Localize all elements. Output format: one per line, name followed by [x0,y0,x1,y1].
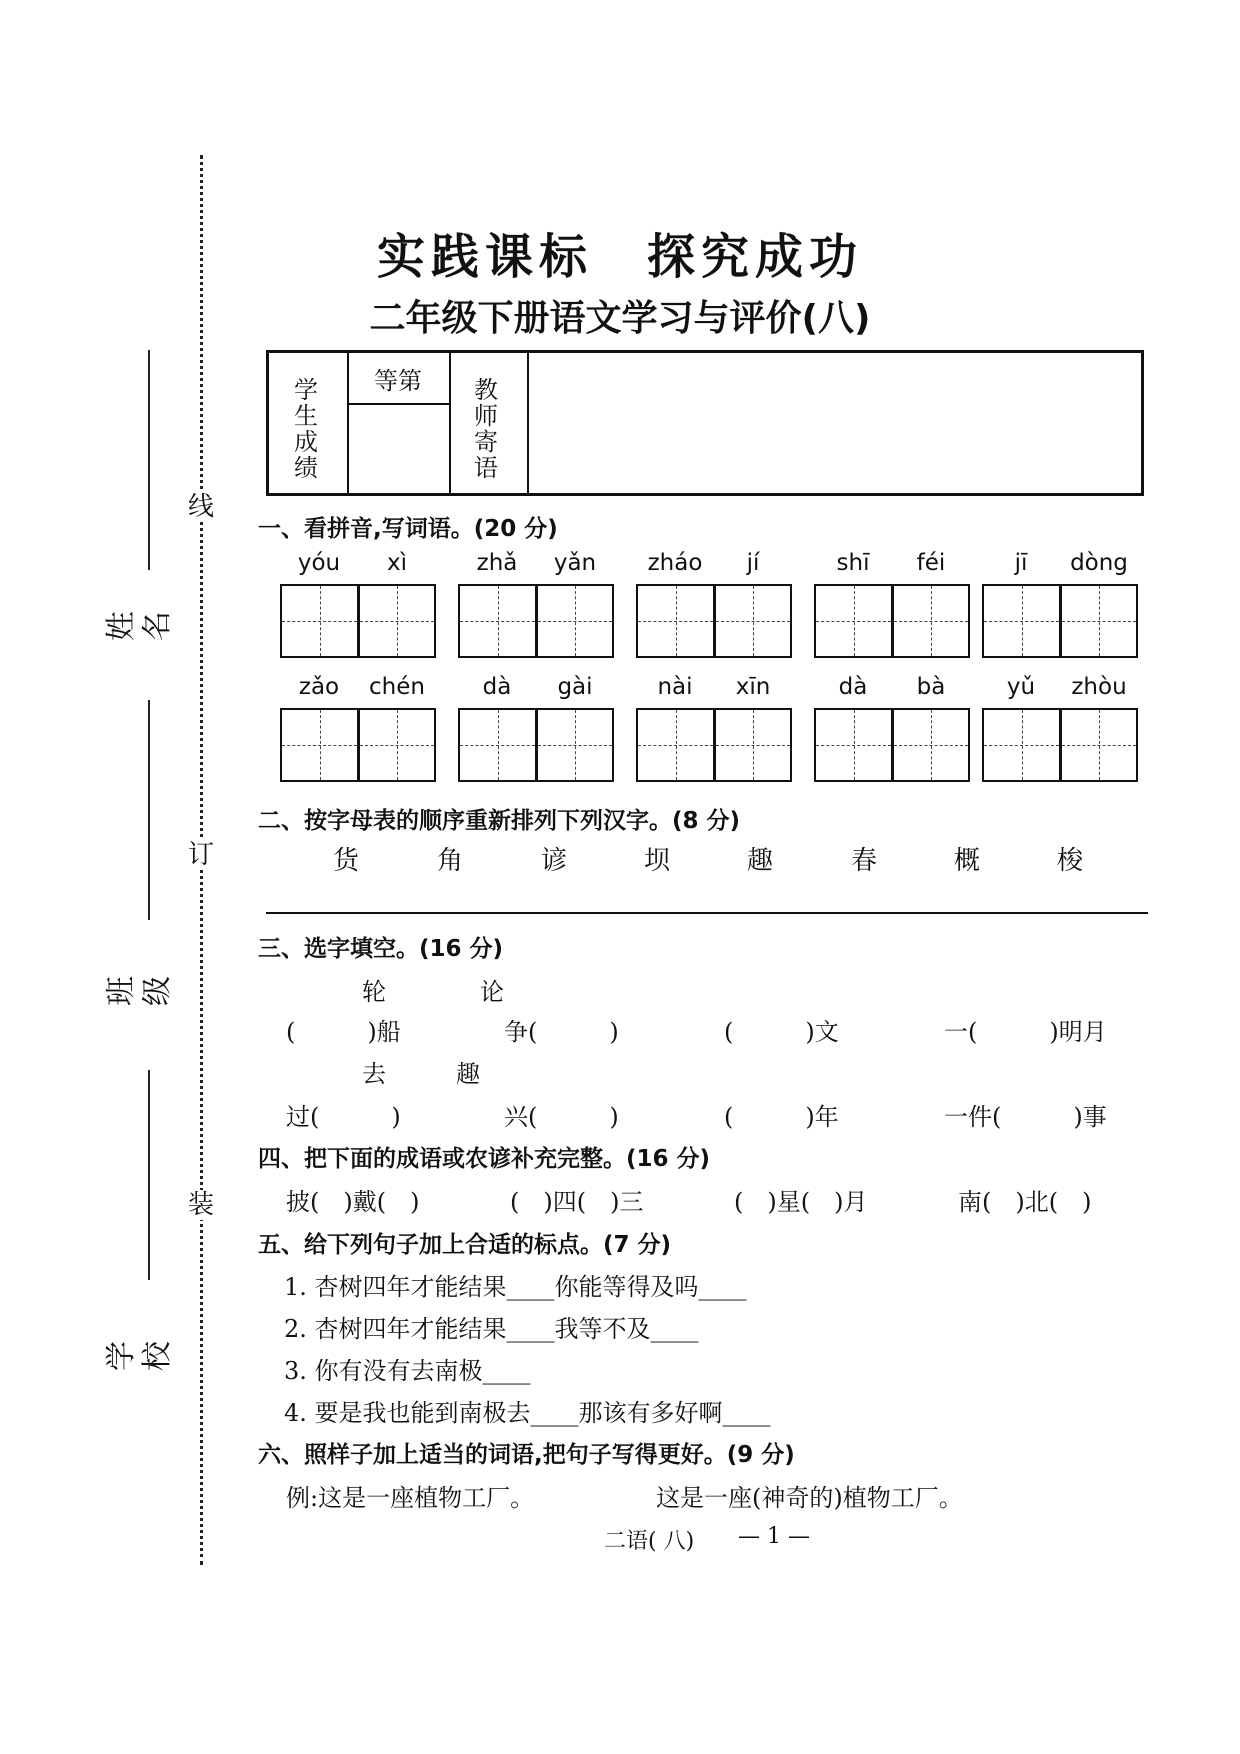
writing-box[interactable] [714,708,792,782]
fill-item[interactable]: ( )船 [286,1018,401,1046]
writing-box[interactable] [892,584,970,658]
punct-line[interactable]: 2. 杏树四年才能结果____我等不及____ [284,1315,699,1343]
fill-item[interactable]: 一件( )事 [944,1103,1107,1131]
sort-char: 货 [332,846,359,876]
writing-box[interactable] [1060,584,1138,658]
section-5-heading: 五、给下列句子加上合适的标点。(7 分) [258,1232,672,1258]
punct-line[interactable]: 4. 要是我也能到南极去____那该有多好啊____ [284,1399,771,1427]
writing-box[interactable] [536,584,614,658]
sort-char: 趣 [746,846,773,876]
page-number: — 1 — [738,1524,810,1549]
section-6-heading: 六、照样子加上适当的词语,把句子写得更好。(9 分) [258,1442,795,1468]
pinyin-label: jī [1014,550,1028,576]
student-score-label: 学生成绩 [294,376,318,482]
fill-item[interactable]: 兴( ) [504,1103,619,1131]
writing-box[interactable] [982,584,1060,658]
section-1-heading: 一、看拼音,写词语。(20 分) [258,516,558,542]
binding-char-ding: 订 [187,840,214,870]
example-improved: 这是一座(神奇的)植物工厂。 [656,1484,963,1512]
pinyin-label: dà [838,674,868,700]
writing-box[interactable] [636,708,714,782]
writing-box[interactable] [358,708,436,782]
pinyin-label: chén [369,674,425,700]
fill-item[interactable]: 过( ) [286,1103,401,1131]
punct-line[interactable]: 1. 杏树四年才能结果____你能等得及吗____ [284,1273,747,1301]
score-table [266,350,1144,496]
sort-char: 梭 [1056,846,1083,876]
choice-char: 趣 [456,1060,480,1088]
sort-char: 坝 [643,846,670,876]
pinyin-label: bà [916,674,946,700]
answer-line[interactable] [266,912,1148,914]
section-3-heading: 三、选字填空。(16 分) [258,936,504,962]
writing-box[interactable] [814,708,892,782]
writing-box[interactable] [358,584,436,658]
pinyin-label: jí [746,550,760,576]
pinyin-label: xì [386,550,407,576]
sort-char: 角 [436,846,463,876]
pinyin-label: zǎo [298,674,340,700]
school-field-line [148,1070,150,1280]
idiom-item[interactable]: ( )星( )月 [734,1188,868,1216]
pinyin-label: yǔ [1006,674,1036,700]
example-original: 例:这是一座植物工厂。 [286,1484,535,1512]
pinyin-label: dà [482,674,512,700]
section-2-heading: 二、按字母表的顺序重新排列下列汉字。(8 分) [258,808,741,834]
pinyin-label: nài [657,674,693,700]
sort-char: 春 [850,846,877,876]
writing-box[interactable] [280,708,358,782]
writing-box[interactable] [636,584,714,658]
pinyin-label: xīn [735,674,771,700]
pinyin-label: féi [916,550,946,576]
binding-char-xian: 线 [187,492,214,522]
footer-code: 二语( 八) [604,1529,695,1554]
idiom-item[interactable]: 披( )戴( ) [286,1188,420,1216]
punct-line[interactable]: 3. 你有没有去南极____ [284,1357,531,1385]
name-field-label: 姓名 [104,611,175,641]
pinyin-label: gài [557,674,593,700]
writing-box[interactable] [814,584,892,658]
pinyin-label: zháo [647,550,703,576]
pinyin-label: yóu [297,550,341,576]
fill-item[interactable]: 争( ) [504,1018,619,1046]
class-field-line [148,700,150,920]
writing-box[interactable] [982,708,1060,782]
student-score-cell [269,353,349,493]
writing-box[interactable] [892,708,970,782]
school-field-label: 学校 [104,1341,175,1371]
pinyin-label: dòng [1070,550,1128,576]
writing-box[interactable] [458,584,536,658]
grade-cell [347,353,451,493]
pinyin-label: yǎn [553,550,597,576]
writing-box[interactable] [1060,708,1138,782]
writing-box[interactable] [280,584,358,658]
sort-char: 谚 [540,846,567,876]
teacher-note-cell [449,353,529,493]
fill-item[interactable]: ( )年 [724,1103,839,1131]
grade-label: 等第 [374,367,422,395]
section-4-heading: 四、把下面的成语或农谚补充完整。(16 分) [258,1146,711,1172]
choice-char: 去 [362,1060,386,1088]
page-title: 实践课标 探究成功 [376,229,863,285]
pinyin-label: shī [836,550,870,576]
choice-char: 轮 [362,978,386,1006]
writing-box[interactable] [714,584,792,658]
binding-char-zhuang: 装 [187,1190,214,1220]
sort-char: 概 [953,846,980,876]
pinyin-label: zhǎ [476,550,518,576]
pinyin-label: zhòu [1071,674,1127,700]
choice-char: 论 [480,978,504,1006]
page-subtitle: 二年级下册语文学习与评价(八) [369,298,871,339]
teacher-note-label: 教师寄语 [474,376,498,482]
idiom-item[interactable]: ( )四( )三 [510,1188,644,1216]
fill-item[interactable]: ( )文 [724,1018,839,1046]
writing-box[interactable] [536,708,614,782]
class-field-label: 班级 [104,976,175,1006]
idiom-item[interactable]: 南( )北( ) [958,1188,1092,1216]
fill-item[interactable]: 一( )明月 [944,1018,1107,1046]
writing-box[interactable] [458,708,536,782]
name-field-line [148,350,150,570]
